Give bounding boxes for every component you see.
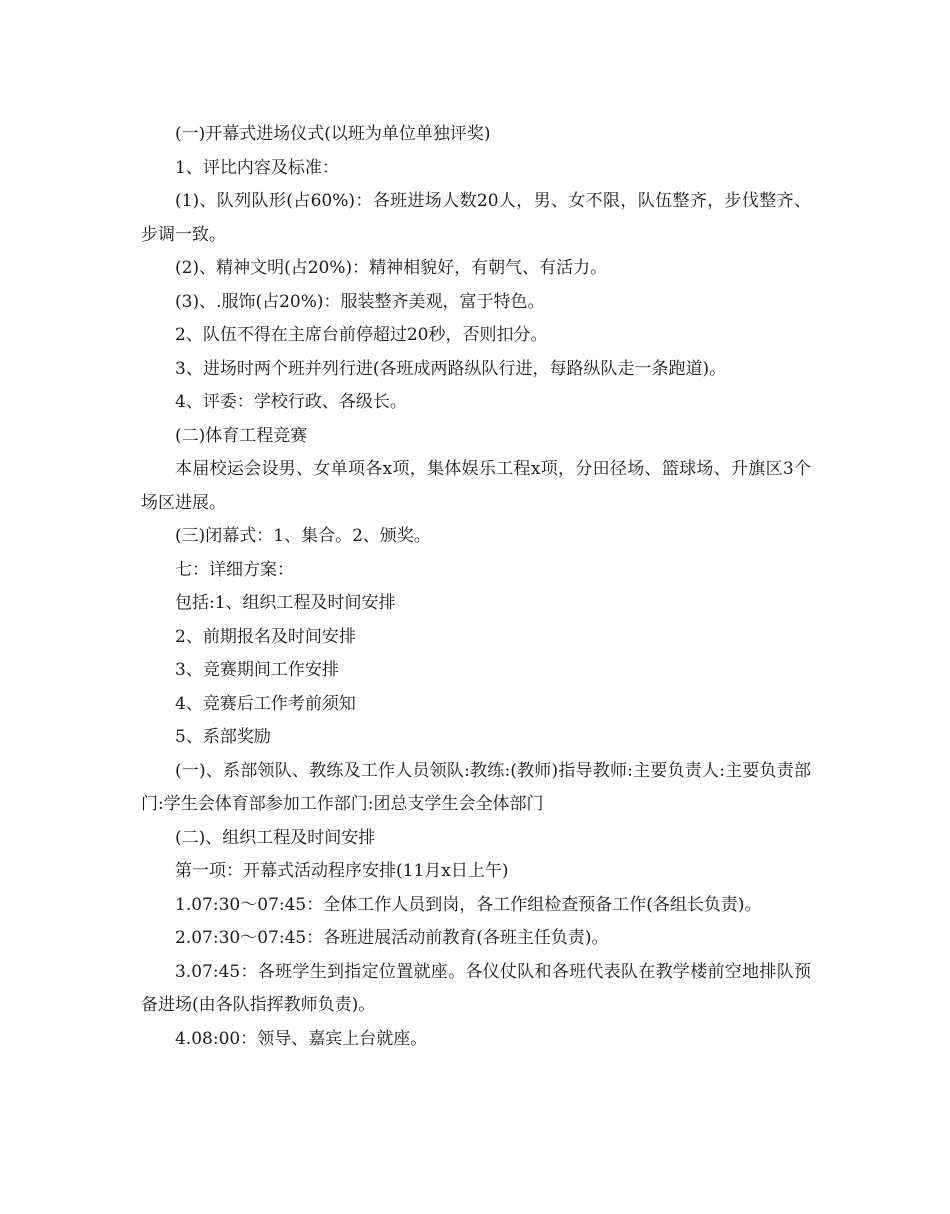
paragraph: (二)体育工程竞赛 <box>175 425 308 446</box>
paragraph: 1、评比内容及标准： <box>175 157 339 178</box>
paragraph: 4、竞赛后工作考前须知 <box>175 693 356 714</box>
paragraph: (3)、.服饰(占20%)：服装整齐美观，富于特色。 <box>175 291 545 312</box>
paragraph: 4、评委：学校行政、各级长。 <box>175 392 407 412</box>
paragraph: 3、进场时两个班并列行进(各班成两路纵队行进，每路纵队走一条跑道)。 <box>175 358 727 379</box>
paragraph: 3.07:45：各班学生到指定位置就座。各仪仗队和各班代表队在教学楼前空地排队预备进场(由各队指挥教师负责)。 <box>141 961 811 1015</box>
paragraph: 2.07:30～07:45：各班进展活动前教育(各班主任负责)。 <box>175 928 609 948</box>
paragraph: 包括:1、组织工程及时间安排 <box>175 593 396 613</box>
paragraph: 5、系部奖励 <box>175 727 271 747</box>
paragraph: 本届校运会设男、女单项各x项，集体娱乐工程x项，分田径场、篮球场、升旗区3个场区进展。 <box>141 459 811 513</box>
document-body <box>141 118 811 1056</box>
paragraph: (二)、组织工程及时间安排 <box>175 827 376 848</box>
paragraph: 3、竞赛期间工作安排 <box>175 660 339 680</box>
paragraph: 2、队伍不得在主席台前停超过20秒，否则扣分。 <box>175 325 548 345</box>
paragraph: 七：详细方案： <box>175 559 294 580</box>
paragraph: 2、前期报名及时间安排 <box>175 626 356 647</box>
paragraph: (一)开幕式进场仪式(以班为单位单独评奖) <box>175 124 491 144</box>
paragraph: (2)、精神文明(占20%)：精神相貌好，有朝气、有活力。 <box>175 258 608 278</box>
paragraph: 4.08:00：领导、嘉宾上台就座。 <box>175 1028 428 1049</box>
paragraph: (一)、系部领队、教练及工作人员领队:教练:(教师)指导教师:主要负责人:主要负责部门:学生会体育部参加工作部门:团总支学生会全体部门 <box>141 760 811 814</box>
paragraph: 第一项：开幕式活动程序安排(11月x日上午) <box>175 861 509 881</box>
paragraph: (1)、队列队形(占60%)：各班进场人数20人，男、女不限，队伍整齐，步伐整齐、步调一致。 <box>141 191 811 245</box>
paragraph: (三)闭幕式：1、集合。2、颁奖。 <box>175 526 431 546</box>
paragraph: 1.07:30～07:45：全体工作人员到岗，各工作组检查预备工作(各组长负责)。 <box>175 894 762 915</box>
